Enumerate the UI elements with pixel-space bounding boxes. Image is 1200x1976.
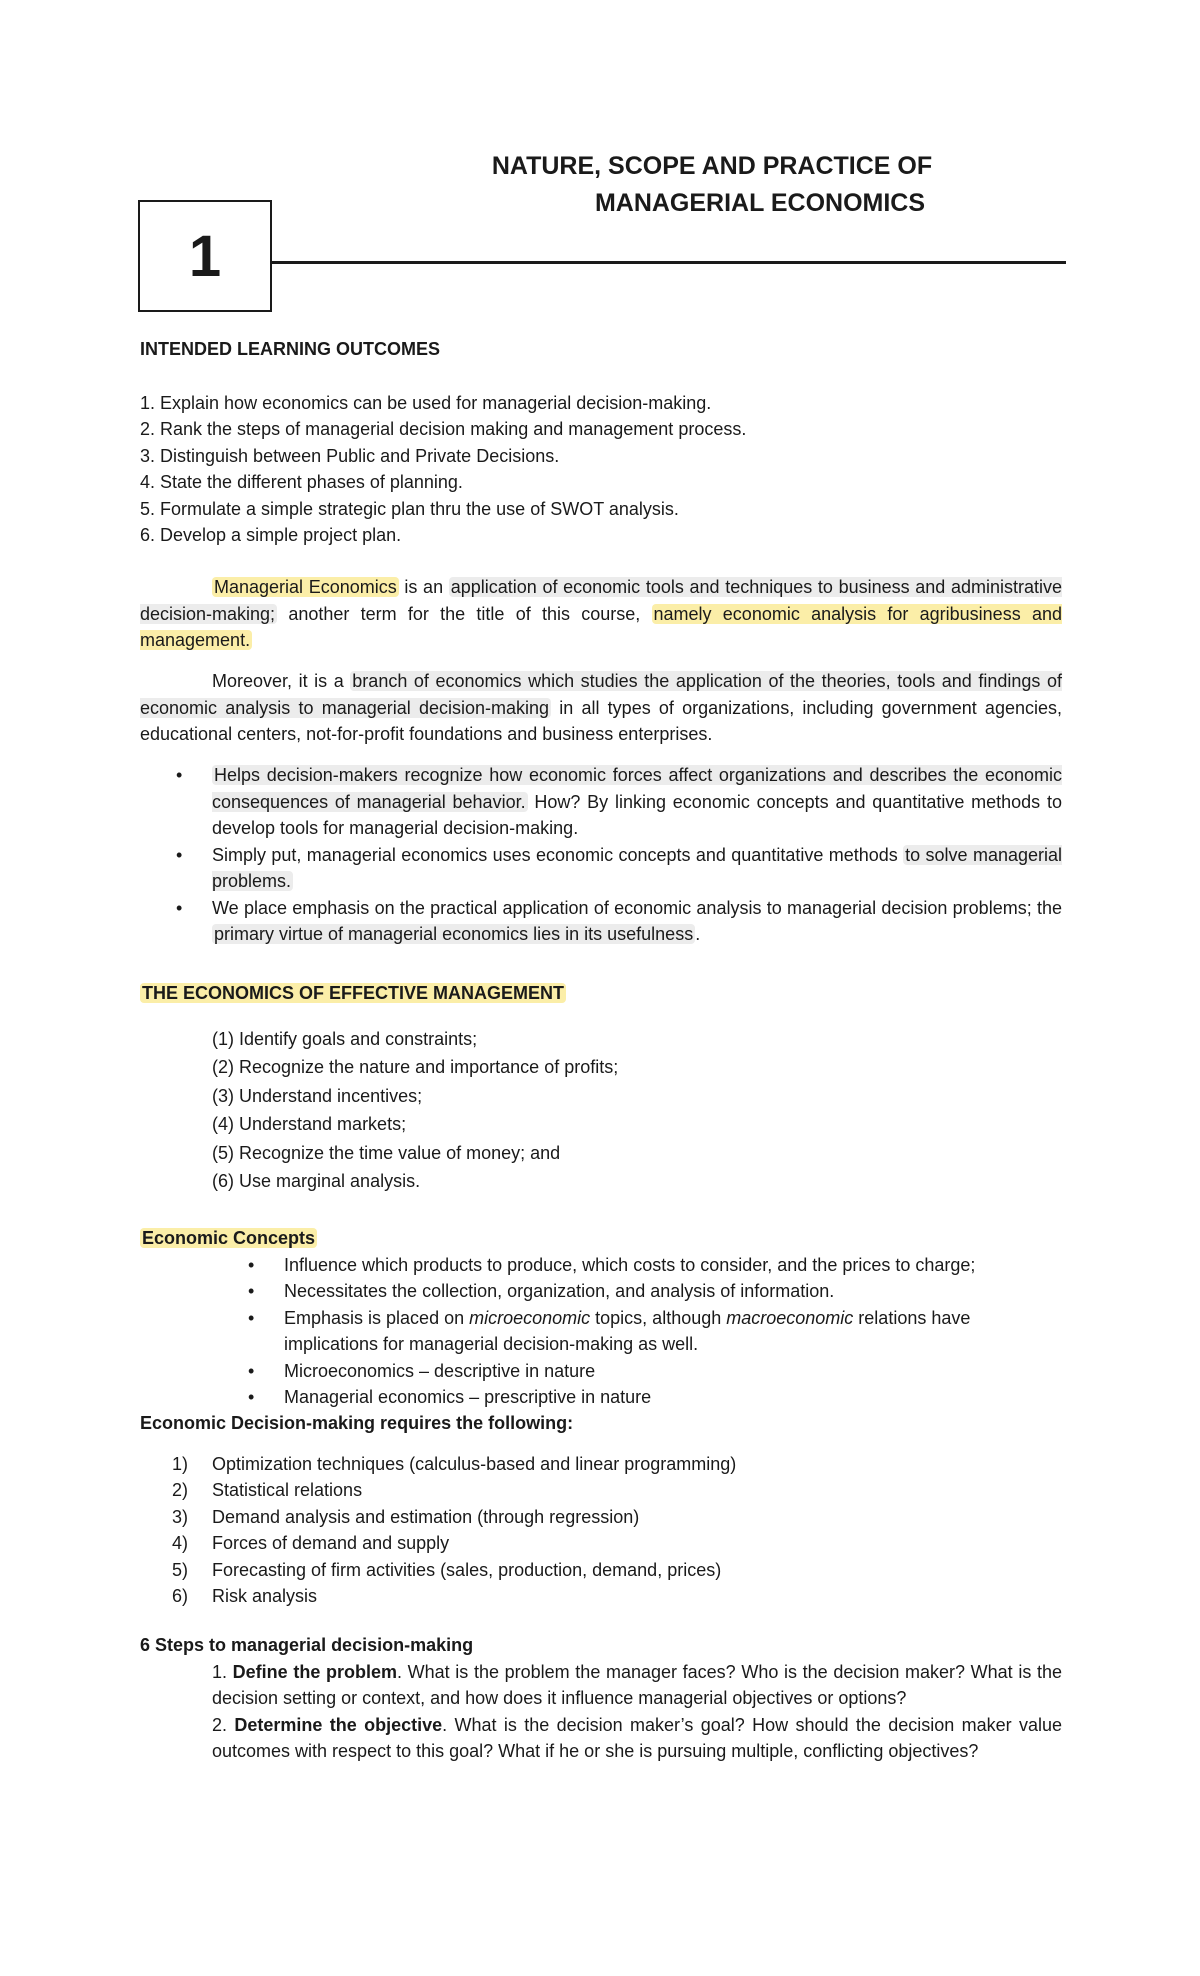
- text-span: Statistical relations: [212, 1480, 363, 1500]
- section-heading: 6 Steps to managerial decision-making: [140, 1635, 474, 1655]
- list-item: [140, 1530, 1062, 1557]
- text-span: . What is the decision maker’s goal? How should the decision maker value outcomes with respect to this goal? What if he or she is pursuing multiple, conflicting objectives?: [212, 1714, 1063, 1761]
- text-span: Demand analysis and estimation (through regression): [212, 1506, 640, 1527]
- ilo-item: 3. Distinguish between Public and Private Decisions.: [140, 445, 560, 466]
- ilo-heading: INTENDED LEARNING OUTCOMES: [140, 339, 441, 359]
- list-number: 6): [172, 1586, 189, 1606]
- highlight-definition: application of economic tools and techniques to business and administrative decision-making;: [140, 577, 1062, 624]
- text-span: Forecasting of firm activities (sales, production, demand, prices): [212, 1559, 722, 1580]
- chapter-title-line1: NATURE, SCOPE AND PRACTICE OF: [491, 152, 933, 180]
- ilo-item: 4. State the different phases of planning.: [140, 472, 463, 492]
- highlight-text: to solve managerial problems.: [212, 844, 1062, 891]
- chapter-title-line2: MANAGERIAL ECONOMICS: [594, 189, 926, 217]
- section-heading: Economic Concepts: [142, 1228, 316, 1248]
- list-item: [140, 1305, 1062, 1358]
- text-span: Optimization techniques (calculus-based and linear programming): [212, 1453, 737, 1474]
- list-item: [140, 1504, 1062, 1531]
- bullet-list: [140, 762, 1062, 948]
- highlight-term: Managerial Economics: [214, 577, 397, 597]
- requirements-section: [140, 1410, 1062, 1610]
- text-span: in all types of organizations, including government agencies, educational centers, not-for-profit foundations and business enterprises.: [140, 697, 1062, 744]
- list-number: 4): [172, 1533, 189, 1553]
- list-item: (4) Understand markets;: [212, 1114, 407, 1134]
- list-item: • Managerial economics – prescriptive in nature: [140, 1384, 1062, 1411]
- text-span: Emphasis is placed on: [284, 1307, 470, 1328]
- steps-section: [140, 1632, 1062, 1765]
- text-span: Forces of demand and supply: [212, 1533, 450, 1553]
- chapter-title: [452, 148, 972, 222]
- text-span: microeconomic: [469, 1307, 591, 1328]
- text-span: Simply put, managerial economics uses economic concepts and quantitative methods: [212, 844, 904, 865]
- section-heading: Economic Decision-making requires the following:: [140, 1413, 574, 1433]
- list-item: (5) Recognize the time value of money; and: [212, 1142, 561, 1163]
- step-number: 2.: [212, 1714, 235, 1735]
- branch-paragraph: [140, 668, 1062, 748]
- text-span: another term for the title of this course,: [277, 603, 652, 624]
- highlight-text: primary virtue of managerial economics lies in its usefulness: [214, 924, 694, 944]
- list-number: 5): [172, 1559, 189, 1580]
- text-span: Moreover, it is a: [212, 671, 351, 691]
- list-item: [140, 1557, 1062, 1584]
- list-item: (3) Understand incentives;: [212, 1085, 423, 1106]
- definition-paragraph: [140, 574, 1062, 654]
- chapter-number-box: [138, 200, 272, 312]
- list-item: [140, 1583, 1062, 1610]
- economic-concepts-section: [140, 1225, 1062, 1411]
- list-item: (2) Recognize the nature and importance of profits;: [212, 1057, 619, 1077]
- list-item: [140, 1451, 1062, 1478]
- step-title: Define the problem: [232, 1661, 397, 1682]
- ilo-item: 6. Develop a simple project plan.: [140, 525, 402, 545]
- list-number: 2): [172, 1480, 189, 1500]
- ilo-item: 1. Explain how economics can be used for managerial decision-making.: [140, 392, 712, 413]
- ilo-item: 5. Formulate a simple strategic plan thru the use of SWOT analysis.: [140, 498, 679, 519]
- text-span: .: [695, 924, 701, 944]
- text-span: . What is the problem the manager faces? Who is the decision maker? What is the decision setting or context, and how does it influence managerial objectives or options?: [212, 1661, 1063, 1708]
- step-item: [140, 1659, 1062, 1712]
- text-span: macroeconomic: [726, 1307, 854, 1328]
- highlight-text: Helps decision-makers recognize how economic forces affect organizations and describes the economic consequences of managerial behavior.: [212, 765, 1062, 812]
- list-item: [140, 842, 1062, 895]
- step-title: Determine the objective: [234, 1714, 443, 1735]
- chapter-rule: [272, 261, 1066, 264]
- ilo-item: 2. Rank the steps of managerial decision making and management process.: [140, 419, 747, 439]
- highlight-course-title: namely economic analysis for agribusiness and management.: [140, 603, 1062, 650]
- list-item: • Necessitates the collection, organization, and analysis of information.: [140, 1278, 1062, 1305]
- list-item: [140, 895, 1062, 948]
- list-item: (1) Identify goals and constraints;: [212, 1028, 478, 1049]
- list-number: 1): [172, 1453, 189, 1474]
- text-span: We place emphasis on the practical application of economic analysis to managerial decision problems; the: [212, 897, 1062, 918]
- step-item: [140, 1712, 1062, 1765]
- list-item: (6) Use marginal analysis.: [212, 1171, 421, 1191]
- text-span: How? By linking economic concepts and quantitative methods to develop tools for managerial decision-making.: [212, 791, 1062, 838]
- list-item: • Influence which products to produce, which costs to consider, and the prices to charge;: [140, 1252, 1062, 1279]
- ilo-section: [140, 336, 1062, 549]
- text-span: topics, although: [590, 1307, 727, 1328]
- section-heading: THE ECONOMICS OF EFFECTIVE MANAGEMENT: [142, 983, 565, 1003]
- step-number: 1.: [212, 1661, 233, 1682]
- text-span: Risk analysis: [212, 1586, 318, 1606]
- chapter-number: 1: [188, 223, 222, 289]
- list-number: 3): [172, 1506, 189, 1527]
- effective-management-section: [140, 980, 1062, 1196]
- text-span: relations have implications for managerial decision-making as well.: [284, 1307, 971, 1354]
- list-item: [140, 762, 1062, 842]
- list-item: [140, 1477, 1062, 1504]
- highlight-branch: branch of economics which studies the application of the theories, tools and findings of economic analysis to managerial decision-making: [140, 671, 1062, 718]
- text-span: is an: [398, 577, 449, 597]
- list-item: • Microeconomics – descriptive in nature: [140, 1358, 1062, 1385]
